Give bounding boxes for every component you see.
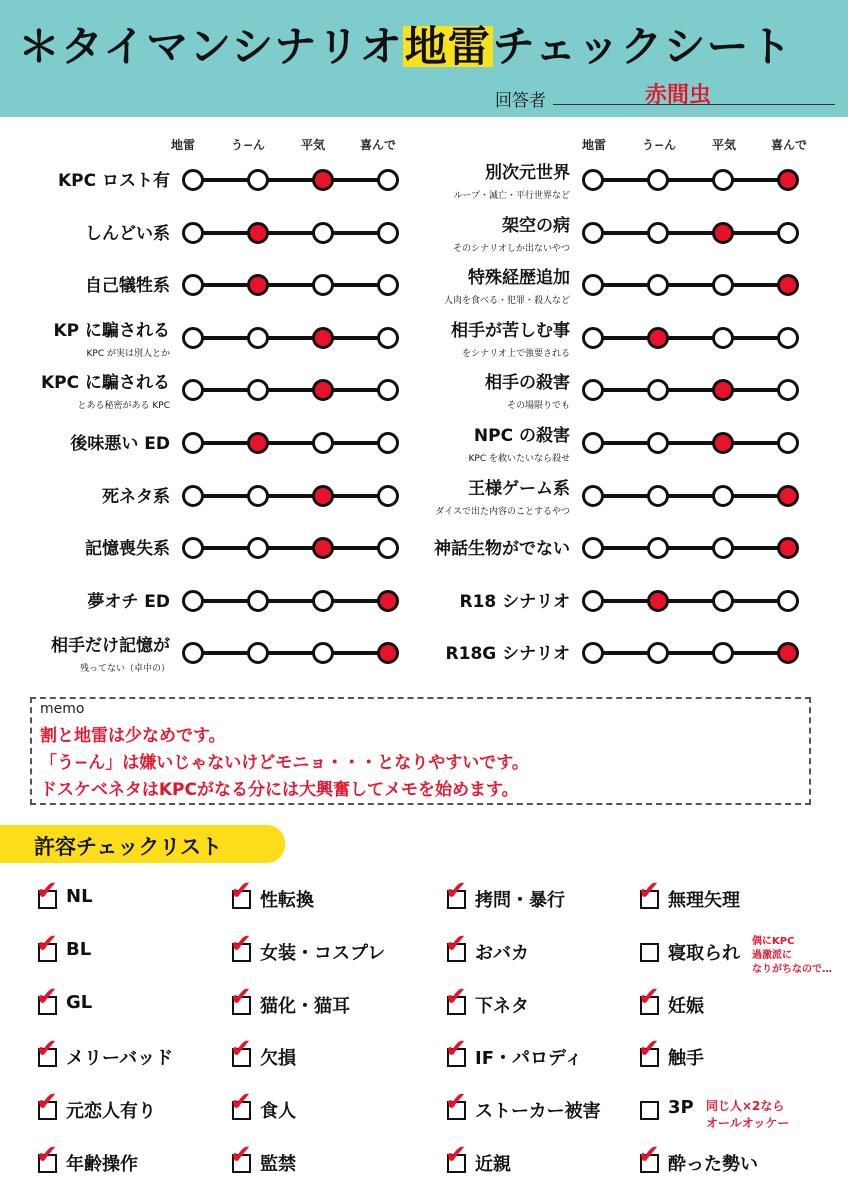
rating-label: 死ネタ系 [102, 486, 170, 507]
check-mark-icon: ✔ [230, 928, 252, 959]
rating-scale [582, 168, 798, 192]
rating-sublabel: ループ・滅亡・平行世界など [453, 191, 570, 201]
rating-option[interactable] [377, 169, 399, 191]
checkbox[interactable] [640, 1101, 659, 1120]
rating-label: 夢オチ ED [87, 591, 170, 612]
threep-note [706, 1098, 789, 1132]
rating-option[interactable] [247, 274, 269, 296]
rating-option[interactable] [582, 537, 604, 559]
note-line: 同じ人×2なら [706, 1099, 785, 1113]
rating-option[interactable] [247, 169, 269, 191]
rating-scale [582, 431, 798, 455]
check-mark-icon: ✔ [638, 1034, 660, 1065]
rating-label: 相手が苦しむ事 [451, 320, 570, 341]
rating-sublabel: をシナリオ上で強要される [462, 348, 570, 359]
rating-option[interactable] [182, 169, 204, 191]
check-mark-icon: ✔ [638, 981, 660, 1012]
scale-line [592, 494, 788, 498]
netorare-note [752, 935, 832, 977]
respondent-name: 赤間虫 [645, 83, 712, 108]
rating-label: NPC の殺害 [473, 426, 570, 446]
rating-label: 別次元世界 [485, 163, 570, 183]
check-mark-icon: ✔ [445, 981, 467, 1012]
rating-option[interactable] [247, 222, 269, 244]
rating-option[interactable] [777, 274, 799, 296]
allow-item[interactable] [638, 1034, 840, 1070]
title-highlight: 地雷 [404, 22, 491, 71]
allow-item[interactable] [638, 981, 840, 1018]
rating-sublabel: とある秘密がある KPC [77, 401, 170, 412]
title-suffix: チェックシート [492, 22, 793, 71]
scale-label: う−ん [641, 138, 677, 152]
header-bar [0, 0, 848, 117]
check-mark-icon: ✔ [230, 981, 252, 1012]
rating-label: しんどい系 [85, 223, 170, 244]
scale-label: 喜んで [770, 138, 807, 152]
rating-scale [582, 484, 798, 508]
rating-option[interactable] [777, 379, 799, 401]
rating-row [10, 314, 420, 366]
rating-row [10, 629, 420, 681]
rating-option[interactable] [582, 432, 604, 454]
allow-item-label: 猫化・猫耳 [260, 995, 350, 1017]
check-mark-icon: ✔ [445, 876, 467, 906]
scale-label: 喜んで [359, 138, 396, 152]
rating-option[interactable] [712, 169, 734, 191]
check-mark-icon: ✔ [445, 1087, 467, 1118]
rating-option[interactable] [582, 379, 604, 401]
allow-item-label: 食人 [260, 1101, 296, 1123]
rating-scale [182, 221, 398, 245]
allow-item[interactable] [230, 1087, 432, 1123]
rating-scale [582, 536, 798, 560]
scale-line [192, 599, 388, 603]
memo-label: memo [40, 701, 85, 717]
rating-option[interactable] [377, 222, 399, 244]
allow-item[interactable] [36, 1034, 238, 1070]
check-mark-icon: ✔ [36, 1140, 58, 1170]
rating-row [410, 629, 820, 681]
allow-item-label: 年齢操作 [66, 1154, 138, 1175]
rating-option[interactable] [777, 590, 799, 612]
rating-sublabel: そのシナリオしか出ないやつ [453, 243, 570, 254]
allow-item[interactable] [36, 981, 238, 1018]
allow-item-label: GL [66, 991, 93, 1013]
allow-item-label: 酔った勢い [668, 1154, 758, 1175]
rating-option[interactable] [647, 169, 669, 191]
rating-option[interactable] [377, 537, 399, 559]
scale-line [192, 336, 388, 340]
check-mark-icon: ✔ [230, 876, 252, 906]
rating-scale [582, 378, 798, 402]
rating-option[interactable] [312, 537, 334, 559]
rating-row [10, 366, 420, 418]
rating-row [10, 419, 420, 471]
rating-option[interactable] [247, 485, 269, 507]
rating-sublabel: KPC を救いたいなら殺せ [468, 454, 570, 464]
rating-scale [182, 273, 398, 297]
allow-item[interactable] [36, 1140, 238, 1176]
rating-option[interactable] [247, 327, 269, 349]
scale-line [192, 231, 388, 235]
rating-option[interactable] [377, 642, 399, 664]
allow-item-label: NL [66, 886, 93, 907]
rating-option[interactable] [582, 590, 604, 612]
check-mark-icon: ✔ [36, 1087, 58, 1118]
allow-item[interactable] [445, 981, 647, 1018]
allow-item-label: 妊娠 [668, 995, 704, 1017]
rating-option[interactable] [377, 327, 399, 349]
allow-item-label: ストーカー被害 [475, 1101, 601, 1123]
rating-sublabel: KPC が実は別人とか [86, 348, 170, 359]
allow-item[interactable] [36, 928, 238, 965]
check-mark-icon: ✔ [445, 928, 467, 959]
scale-header-left [170, 136, 442, 156]
rating-label: 架空の病 [502, 215, 570, 236]
rating-scale [582, 641, 798, 665]
note-line: 偶にKPC [752, 936, 795, 947]
rating-row [410, 209, 820, 261]
allow-item[interactable] [638, 1140, 840, 1176]
rating-option[interactable] [182, 485, 204, 507]
note-line: なりがちなので… [752, 964, 832, 975]
rating-option[interactable] [182, 537, 204, 559]
rating-label: 自己犠牲系 [85, 276, 170, 297]
rating-row [410, 419, 820, 471]
scale-line [592, 336, 788, 340]
allow-item-label: 欠損 [260, 1048, 296, 1070]
rating-option[interactable] [647, 642, 669, 664]
check-mark-icon: ✔ [36, 1034, 58, 1065]
rating-sublabel: 残ってない（卓中の） [79, 664, 170, 675]
rating-label: 神話生物がでない [434, 539, 570, 560]
rating-option[interactable] [712, 642, 734, 664]
allow-section-title: 許容チェックリスト [34, 835, 222, 859]
rating-option[interactable] [582, 327, 604, 349]
rating-option[interactable] [712, 379, 734, 401]
rating-option[interactable] [647, 537, 669, 559]
rating-scale [582, 589, 798, 613]
rating-scale [582, 221, 798, 245]
rating-row [410, 261, 820, 313]
check-mark-icon: ✔ [36, 876, 58, 906]
rating-row [410, 472, 820, 524]
rating-scale [182, 326, 398, 350]
allow-item-label: おバカ [475, 942, 529, 964]
rating-row [410, 524, 820, 576]
allow-item-label: 無理矢理 [668, 890, 740, 911]
allow-item[interactable] [230, 876, 432, 912]
rating-scale [182, 484, 398, 508]
rating-option[interactable] [247, 432, 269, 454]
rating-option[interactable] [647, 379, 669, 401]
scale-line [592, 231, 788, 235]
rating-option[interactable] [712, 537, 734, 559]
rating-row [410, 156, 820, 208]
allow-item[interactable] [230, 1034, 432, 1070]
rating-label: R18G シナリオ [445, 644, 570, 665]
rating-row [10, 577, 420, 629]
rating-row [10, 472, 420, 524]
check-mark-icon: ✔ [230, 1140, 252, 1170]
allow-item[interactable] [445, 1034, 647, 1070]
allow-item[interactable] [445, 876, 647, 912]
allow-item-label: BL [66, 938, 92, 960]
allow-item[interactable] [445, 928, 647, 965]
rating-row [410, 314, 820, 366]
rating-label: 王様ゲーム系 [468, 478, 570, 499]
rating-option[interactable] [312, 327, 334, 349]
title-prefix: ＊タイマンシナリオ [18, 22, 403, 71]
rating-option[interactable] [312, 379, 334, 401]
scale-line [192, 651, 388, 655]
rating-label: KP に騙される [53, 320, 170, 341]
rating-label: R18 シナリオ [459, 591, 570, 612]
allow-item-label: 女装・コスプレ [260, 942, 386, 964]
rating-option[interactable] [377, 590, 399, 612]
rating-option[interactable] [582, 222, 604, 244]
rating-option[interactable] [777, 537, 799, 559]
rating-option[interactable] [712, 590, 734, 612]
rating-option[interactable] [182, 642, 204, 664]
rating-option[interactable] [377, 274, 399, 296]
allow-item-label: 性転換 [260, 890, 314, 911]
rating-row [10, 524, 420, 576]
scale-line [192, 546, 388, 550]
memo-box [30, 697, 811, 805]
rating-option[interactable] [377, 485, 399, 507]
allow-item-label: 寝取られ [668, 942, 740, 964]
rating-row [10, 209, 420, 261]
rating-option[interactable] [247, 537, 269, 559]
rating-option[interactable] [777, 222, 799, 244]
check-mark-icon: ✔ [36, 981, 58, 1012]
rating-option[interactable] [647, 432, 669, 454]
scale-label: う−ん [230, 138, 266, 152]
rating-option[interactable] [777, 327, 799, 349]
rating-scale [182, 431, 398, 455]
rating-option[interactable] [312, 590, 334, 612]
scale-line [592, 283, 788, 287]
allow-item[interactable] [638, 876, 840, 912]
allow-item-label: 近親 [475, 1154, 511, 1175]
rating-scale [582, 273, 798, 297]
rating-option[interactable] [777, 642, 799, 664]
allow-item[interactable] [36, 1087, 238, 1123]
rating-option[interactable] [582, 485, 604, 507]
allow-item-label: 3P [668, 1097, 694, 1119]
check-mark-icon: ✔ [638, 876, 660, 906]
rating-option[interactable] [777, 485, 799, 507]
rating-scale [182, 641, 398, 665]
scale-line [592, 546, 788, 550]
rating-option[interactable] [777, 169, 799, 191]
note-line: 過激派に [752, 950, 792, 961]
rating-row [10, 261, 420, 313]
allow-item-label: メリーバッド [66, 1048, 174, 1070]
rating-option[interactable] [182, 379, 204, 401]
allow-item-label: IF・パロディ [475, 1048, 583, 1070]
scale-header-right [581, 136, 848, 156]
check-mark-icon: ✔ [230, 1087, 252, 1118]
rating-option[interactable] [312, 432, 334, 454]
rating-option[interactable] [582, 274, 604, 296]
rating-option[interactable] [712, 485, 734, 507]
rating-sublabel: その場限りでも [506, 401, 570, 412]
check-mark-icon: ✔ [445, 1140, 467, 1170]
scale-line [192, 283, 388, 287]
rating-option[interactable] [377, 379, 399, 401]
rating-option[interactable] [582, 642, 604, 664]
rating-option[interactable] [647, 590, 669, 612]
rating-label: 後味悪い ED [70, 434, 170, 454]
rating-option[interactable] [182, 590, 204, 612]
rating-option[interactable] [712, 327, 734, 349]
rating-option[interactable] [312, 222, 334, 244]
scale-label: 地雷 [170, 138, 195, 152]
rating-option[interactable] [247, 379, 269, 401]
allow-section-header [0, 825, 285, 863]
scale-label: 平気 [300, 138, 325, 152]
checkbox[interactable] [640, 943, 659, 962]
respondent-field [495, 83, 835, 111]
scale-label: 平気 [711, 138, 736, 152]
allow-item-label: 触手 [668, 1048, 704, 1070]
scale-line [592, 599, 788, 603]
rating-option[interactable] [712, 222, 734, 244]
allow-item-label: 下ネタ [475, 995, 529, 1017]
check-mark-icon: ✔ [445, 1034, 467, 1065]
scale-line [592, 441, 788, 445]
rating-label: KPC ロスト有 [57, 171, 170, 191]
check-mark-icon: ✔ [36, 928, 58, 959]
allow-item[interactable] [230, 981, 432, 1018]
rating-option[interactable] [312, 169, 334, 191]
rating-scale [182, 536, 398, 560]
allow-item[interactable] [230, 1140, 432, 1176]
rating-option[interactable] [647, 327, 669, 349]
scale-line [592, 178, 788, 182]
memo-line: ドスケベネタはKPCがなる分には大興奮してメモを始めます。 [40, 780, 519, 800]
rating-label: 記憶喪失系 [85, 539, 170, 560]
rating-scale [182, 378, 398, 402]
rating-scale [182, 589, 398, 613]
rating-option[interactable] [182, 222, 204, 244]
allow-item[interactable] [445, 1087, 647, 1123]
page-title [18, 14, 792, 74]
rating-option[interactable] [712, 432, 734, 454]
memo-line: 割と地雷は少なめです。 [40, 726, 226, 746]
allow-item[interactable] [36, 876, 238, 912]
check-mark-icon: ✔ [230, 1034, 252, 1065]
rating-option[interactable] [182, 274, 204, 296]
rating-label: 特殊経歴追加 [468, 268, 570, 289]
rating-option[interactable] [582, 169, 604, 191]
allow-item[interactable] [445, 1140, 647, 1176]
rating-option[interactable] [182, 327, 204, 349]
rating-option[interactable] [182, 432, 204, 454]
allow-item-label: 拷問・暴行 [475, 890, 565, 911]
rating-option[interactable] [647, 222, 669, 244]
rating-option[interactable] [247, 590, 269, 612]
allow-item[interactable] [230, 928, 432, 965]
rating-scale [182, 168, 398, 192]
scale-line [592, 651, 788, 655]
rating-row [410, 366, 820, 418]
scale-line [192, 388, 388, 392]
rating-sublabel: ダイスで出た内容のことするやつ [435, 506, 570, 517]
scale-line [592, 388, 788, 392]
rating-row [410, 577, 820, 629]
rating-label: KPC に騙される [40, 373, 170, 394]
rating-option[interactable] [312, 642, 334, 664]
note-line: オールオッケー [706, 1116, 790, 1130]
respondent-label: 回答者 [495, 91, 546, 111]
rating-option[interactable] [647, 274, 669, 296]
rating-option[interactable] [647, 485, 669, 507]
rating-label: 相手の殺害 [485, 373, 570, 394]
rating-option[interactable] [312, 485, 334, 507]
rating-option[interactable] [377, 432, 399, 454]
allow-item-label: 元恋人有り [66, 1101, 156, 1123]
rating-option[interactable] [712, 274, 734, 296]
scale-line [192, 441, 388, 445]
scale-line [192, 494, 388, 498]
scale-label: 地雷 [581, 138, 606, 152]
check-mark-icon: ✔ [638, 1140, 660, 1170]
memo-line: 「う−ん」は嫌いじゃないけどモニョ・・・となりやすいです。 [40, 753, 529, 773]
rating-option[interactable] [247, 642, 269, 664]
rating-sublabel: 人肉を食べる・犯罪・殺人など [443, 296, 570, 307]
allow-item-label: 監禁 [260, 1154, 296, 1175]
rating-option[interactable] [312, 274, 334, 296]
rating-scale [582, 326, 798, 350]
rating-row [10, 156, 420, 208]
rating-option[interactable] [777, 432, 799, 454]
scale-line [192, 178, 388, 182]
rating-label: 相手だけ記憶が [51, 636, 170, 657]
